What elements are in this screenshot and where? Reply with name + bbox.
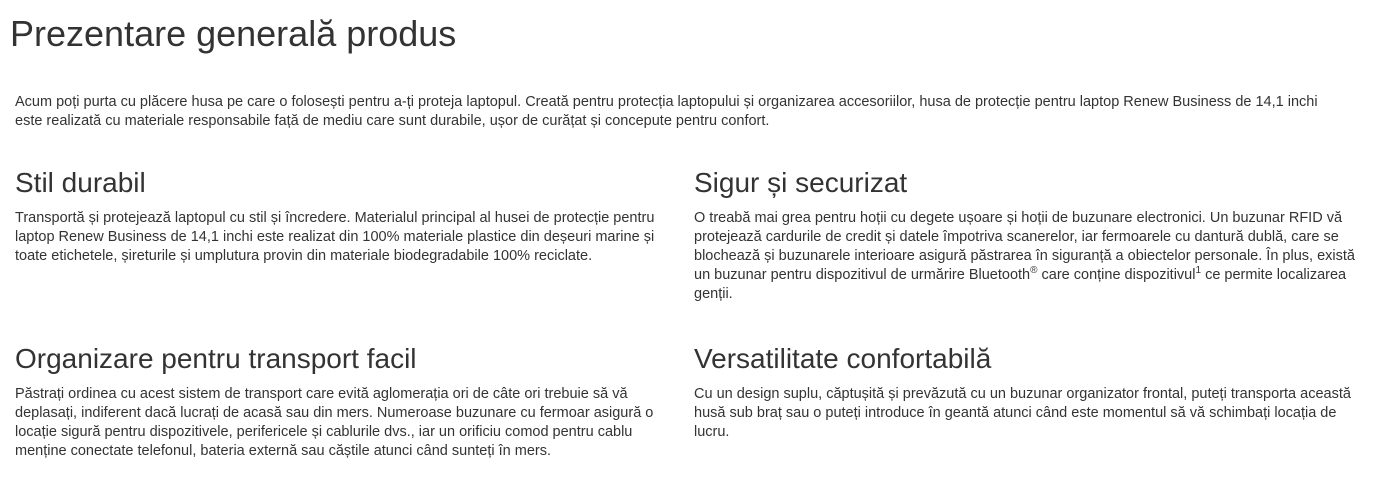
feature-sigur-si-securizat (694, 167, 1359, 304)
feature-text: Transportă și protejează laptopul cu stil și încredere. Materialul principal al husei de protecție pentru laptop Renew Business de 14,1 inchi este realizat din 100% materiale plastice din deșeuri marine și toate etichetele, șireturile și umplutura provin din materiale biodegradabile 100% reciclate. (15, 210, 655, 264)
intro-paragraph: Acum poți purta cu plăcere husa pe care o folosești pentru a-ți proteja laptopul. Creată pentru protecția laptopului și organizarea accesoriilor, husa de protecție pentru laptop Renew Business de 14,1 inchi este realizată cu materiale responsabile față de mediu care sunt durabile, ușor de curățat și concepute pentru confort. (15, 94, 1318, 129)
feature-heading: Organizare pentru transport facil (15, 343, 417, 374)
feature-versatilitate (694, 343, 1359, 442)
feature-heading: Stil durabil (15, 167, 146, 198)
footnote-marker[interactable]: 1 (1195, 265, 1202, 277)
registered-mark: ® (1030, 265, 1038, 277)
feature-text: Cu un design suplu, căptușită și prevăzută cu un buzunar organizator frontal, puteți transporta această husă sub braț sau o puteți introduce în geantă atunci când este momentul să vă schimbați locația de lucru. (694, 386, 1351, 440)
feature-text-part3: ce permite localizarea genții. (694, 267, 1347, 302)
feature-text-part1: O treabă mai grea pentru hoții cu degete ușoare și hoții de buzunare electronici. Un buzunar RFID vă protejează cardurile de credit și datele împotriva scanerelor, iar fermoarele cu dantură dublă, care se blochează și buzunarele interioare asigură păstrarea în siguranță a obiectelor personale. În plus, există un buzunar pentru dispozitivul de urmărire Bluetooth (694, 210, 1355, 283)
feature-text-part2: care conține dispozitivul (1037, 267, 1196, 283)
feature-stil-durabil (15, 167, 685, 266)
feature-text: Păstrați ordinea cu acest sistem de transport care evită aglomerația ori de câte ori trebuie să vă deplasați, indiferent dacă lucrați de acasă sau din mers. Numeroase buzunare cu fermoar asigură o locație sigură pentru dispozitivele, perifericele și cablurile dvs., iar un orificiu comod pentru cablu menține conectate telefonul, bateria externă sau căștile atunci când sunteți în mers. (15, 386, 654, 459)
feature-heading: Versatilitate confortabilă (694, 343, 992, 374)
feature-organizare-transport (15, 343, 685, 461)
feature-text (694, 209, 1359, 304)
page-title: Prezentare generală produs (10, 13, 457, 54)
feature-heading: Sigur și securizat (694, 167, 908, 198)
